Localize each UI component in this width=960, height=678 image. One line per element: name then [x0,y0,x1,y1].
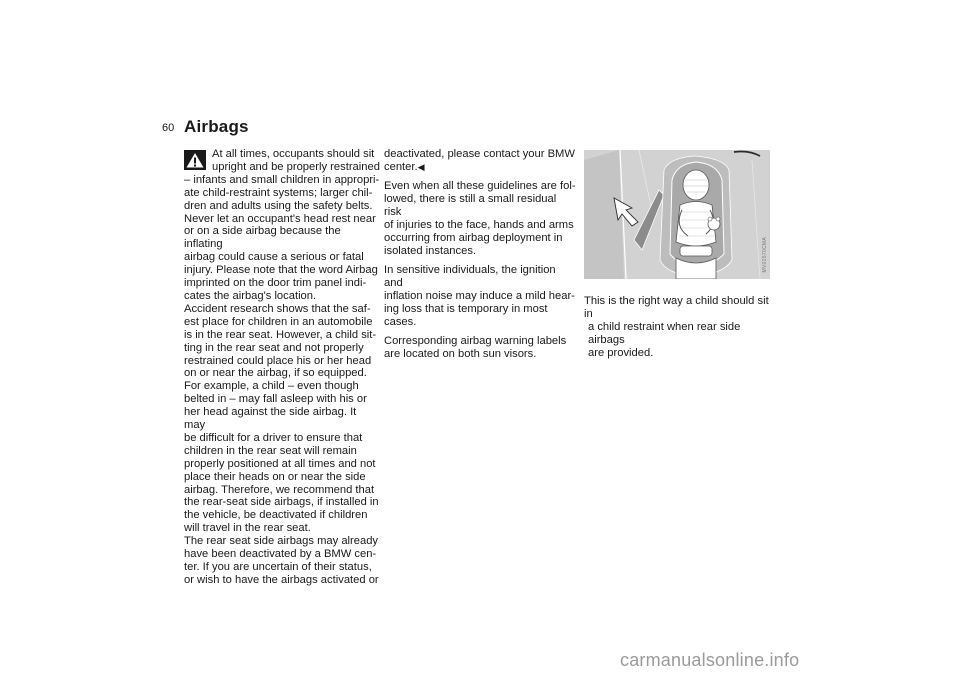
text-line: upright and be properly restrained [212,160,380,173]
figure-caption [584,295,776,360]
text-line: are located on both sun visors. [384,348,537,361]
text-line: Corresponding airbag warning labels [384,335,567,348]
residual-risk-paragraph [384,180,576,257]
text-line: For example, a child – even though [184,380,359,393]
child-seat-illustration [584,150,770,279]
text-line: have been deactivated by a BMW cen- [184,548,377,561]
text-line: the vehicle, be deactivated if children [184,509,368,522]
warning-paragraph [184,148,380,587]
text-line: In sensitive individuals, the ignition and [384,264,556,290]
text-line: Even when all these guidelines are fol- [384,180,576,193]
text-line: center. [384,160,418,173]
text-line: lowed, there is still a small residual risk [384,193,557,219]
text-line: be difficult for a driver to ensure that [184,431,363,444]
text-line: children in the rear seat will remain [184,444,357,457]
text-line: restrained could place his or her head [184,354,372,367]
text-line: At all times, occupants should sit [212,148,375,160]
caption-line: a child restraint when rear side airbags [588,320,741,346]
hearing-loss-paragraph [384,264,576,329]
text-line: Accident research shows that the saf- [184,302,371,315]
text-column-1 [184,148,380,587]
text-line: will travel in the rear seat. [184,522,311,535]
text-line: the rear-seat side airbags, if installed in [184,496,379,509]
watermark: carmanualsonline.info [620,650,800,670]
text-line: properly positioned at all times and not [184,457,376,470]
child-in-restraint-drawing [584,150,770,279]
text-line: dren and adults using the safety belts. [184,199,373,212]
text-column-2 [384,148,576,361]
text-line: belted in – may fall asleep with his or [184,393,367,406]
text-line: of injuries to the face, hands and arms [384,219,574,232]
text-line: Never let an occupant's head rest near [184,212,376,225]
text-line: deactivated, please contact your BMW [384,148,575,160]
text-line: ting in the rear seat and not properly [184,341,364,354]
text-line: ing loss that is temporary in most [384,302,548,315]
text-line: airbag. Therefore, we recommend that [184,483,375,496]
text-line: injury. Please note that the word Airbag [184,264,378,277]
text-line: her head against the side airbag. It may [184,406,357,432]
text-line: occurring from airbag deployment in [384,231,563,244]
text-line: est place for children in an automobile [184,315,373,328]
text-line: inflation noise may induce a mild hear- [384,290,575,303]
text-line: is in the rear seat. However, a child sit- [184,328,377,341]
text-line: cases. [384,315,417,328]
warning-triangle-icon [184,150,206,170]
end-of-warning-icon: ◀ [417,161,425,172]
caption-line: are provided. [588,346,654,359]
section-title: Airbags [184,117,249,136]
caption-line: This is the right way a child should sit in [584,295,769,320]
text-line: imprinted on the door trim panel indi- [184,277,367,290]
page-number: 60 [162,122,175,134]
text-line: ate child-restraint systems; larger chil- [184,186,373,199]
figure-code: MV01570CMA [762,237,768,273]
text-line: cates the airbag's location. [184,289,317,302]
warning-labels-paragraph [384,335,576,361]
text-line: ter. If you are uncertain of their status, [184,561,372,573]
text-line: place their heads on or near the side [184,470,366,483]
text-line: on or near the airbag, if so equipped. [184,367,367,380]
text-line: or wish to have the airbags activated or [184,573,379,586]
text-line: or on a side airbag because the inflating [184,225,341,251]
text-line: The rear seat side airbags may already [184,535,379,548]
text-line: isolated instances. [384,244,477,257]
contact-paragraph [384,148,576,174]
text-line: airbag could cause a serious or fatal [184,251,364,264]
text-line: – infants and small children in appropri- [184,173,380,186]
